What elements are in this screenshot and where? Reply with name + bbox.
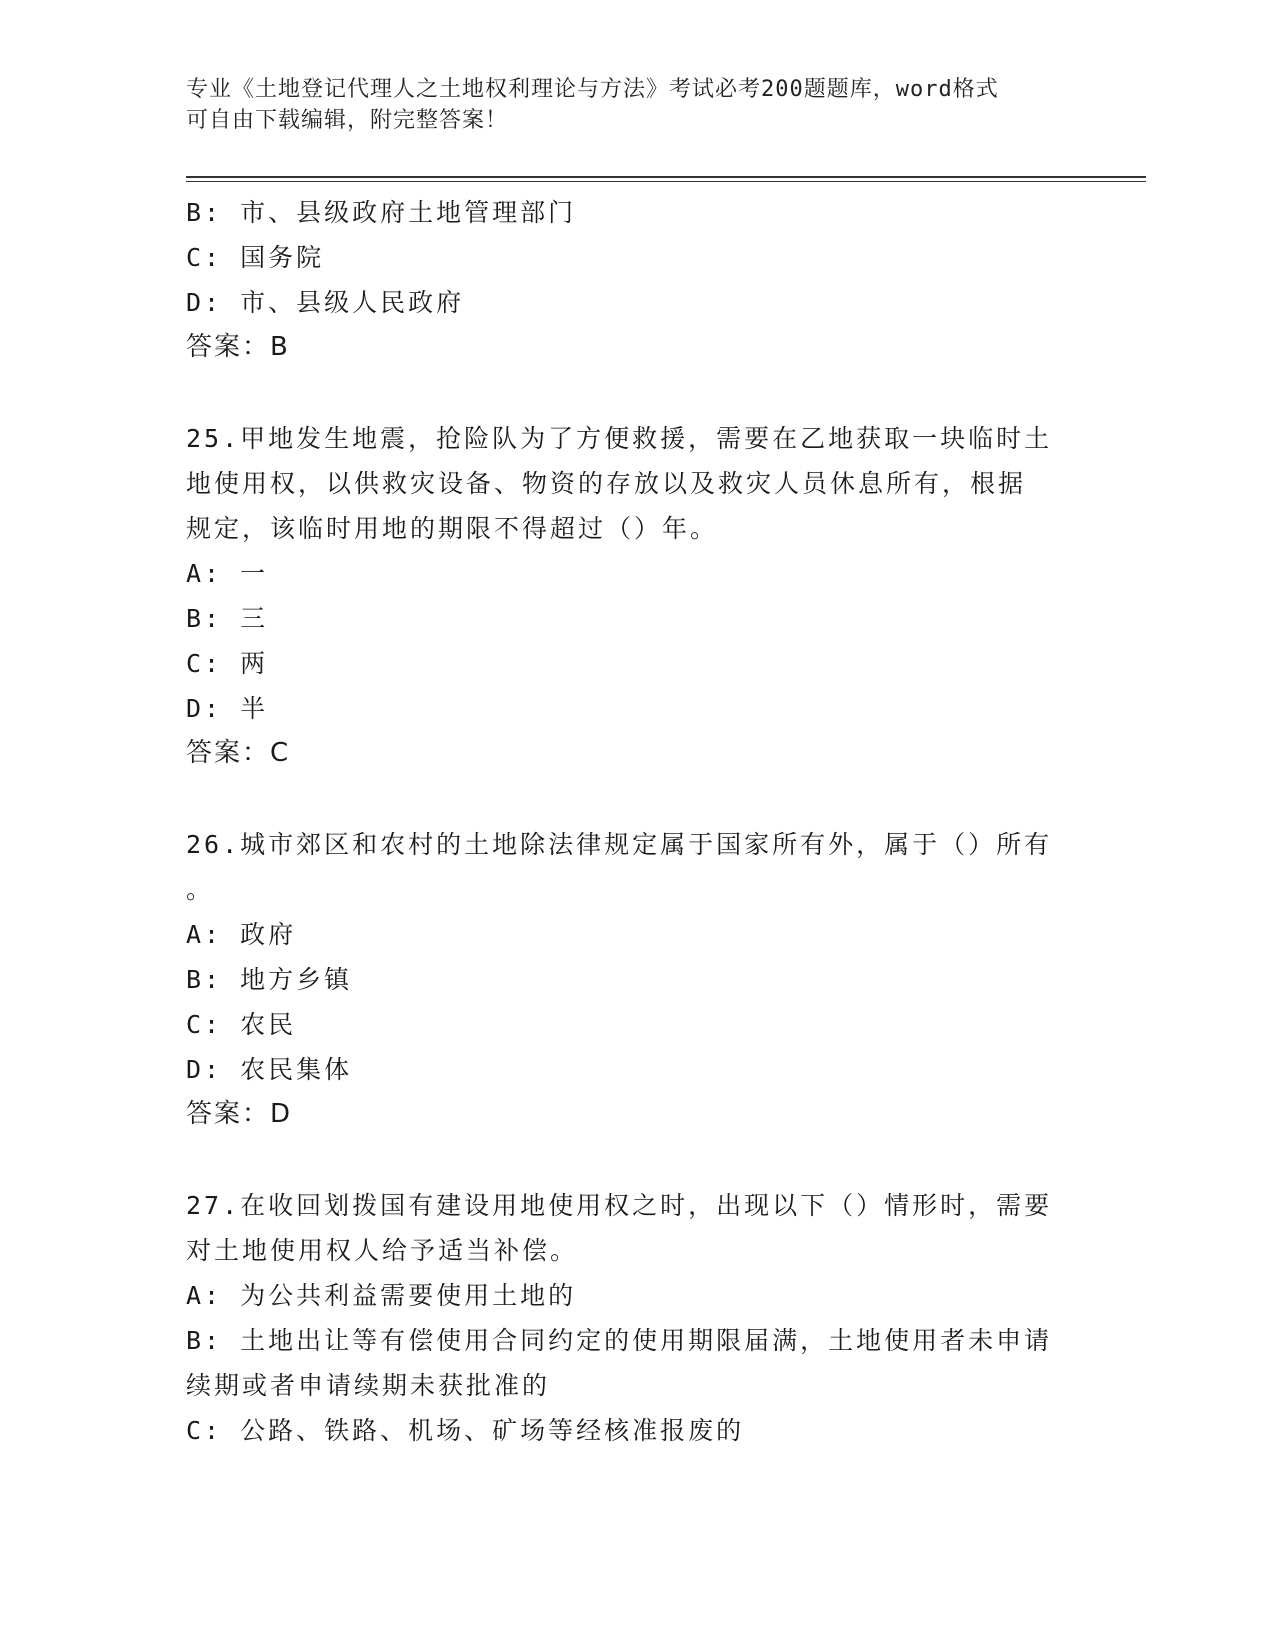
question-24-continued [186,190,1086,370]
section-gap [186,776,1086,822]
question-text-line: 规定，该临时用地的期限不得超过（）年。 [186,514,719,543]
header-line-1: 专业《土地登记代理人之土地权利理论与方法》考试必考200题题库，word格式 [186,77,999,102]
question-text-line: 26.城市郊区和农村的土地除法律规定属于国家所有外，属于（）所有 [186,830,1053,859]
option-b: B: 三 [186,604,269,633]
answer-line: 答案：B [186,332,290,362]
option-c: C: 两 [186,649,269,678]
option-b: B: 地方乡镇 [186,965,353,994]
document-body [186,190,1086,1453]
option-b: B: 土地出让等有偿使用合同约定的使用期限届满，土地使用者未申请 [186,1326,1053,1355]
option-a: A: 一 [186,559,269,588]
header-line-2: 可自由下载编辑，附完整答案！ [186,108,509,133]
question-27 [186,1183,1086,1453]
answer-line: 答案：C [186,738,291,768]
question-text-line: 27.在收回划拨国有建设用地使用权之时，出现以下（）情形时，需要 [186,1191,1053,1220]
question-text-line: 25.甲地发生地震，抢险队为了方便救援，需要在乙地获取一块临时土 [186,424,1053,453]
option-b-continued: 续期或者申请续期未获批准的 [186,1371,551,1400]
question-text-line: 地使用权，以供救灾设备、物资的存放以及救灾人员休息所有，根据 [186,469,1027,498]
section-gap [186,1137,1086,1183]
header-divider-thin [186,181,1146,182]
question-25 [186,416,1086,776]
answer-line: 答案：D [186,1099,293,1129]
option-c: C: 公路、铁路、机场、矿场等经核准报废的 [186,1416,745,1445]
option-b: B: 市、县级政府土地管理部门 [186,198,577,227]
option-d: D: 半 [186,694,269,723]
section-gap [186,370,1086,416]
option-a: A: 政府 [186,920,297,949]
option-d: D: 农民集体 [186,1055,353,1084]
option-a: A: 为公共利益需要使用土地的 [186,1281,577,1310]
page-header [186,74,1086,136]
option-d: D: 市、县级人民政府 [186,288,465,317]
question-text-line: 。 [186,875,215,904]
question-26 [186,822,1086,1137]
option-c: C: 国务院 [186,243,325,272]
option-c: C: 农民 [186,1010,297,1039]
header-divider [186,176,1146,178]
question-text-line: 对土地使用权人给予适当补偿。 [186,1236,579,1265]
